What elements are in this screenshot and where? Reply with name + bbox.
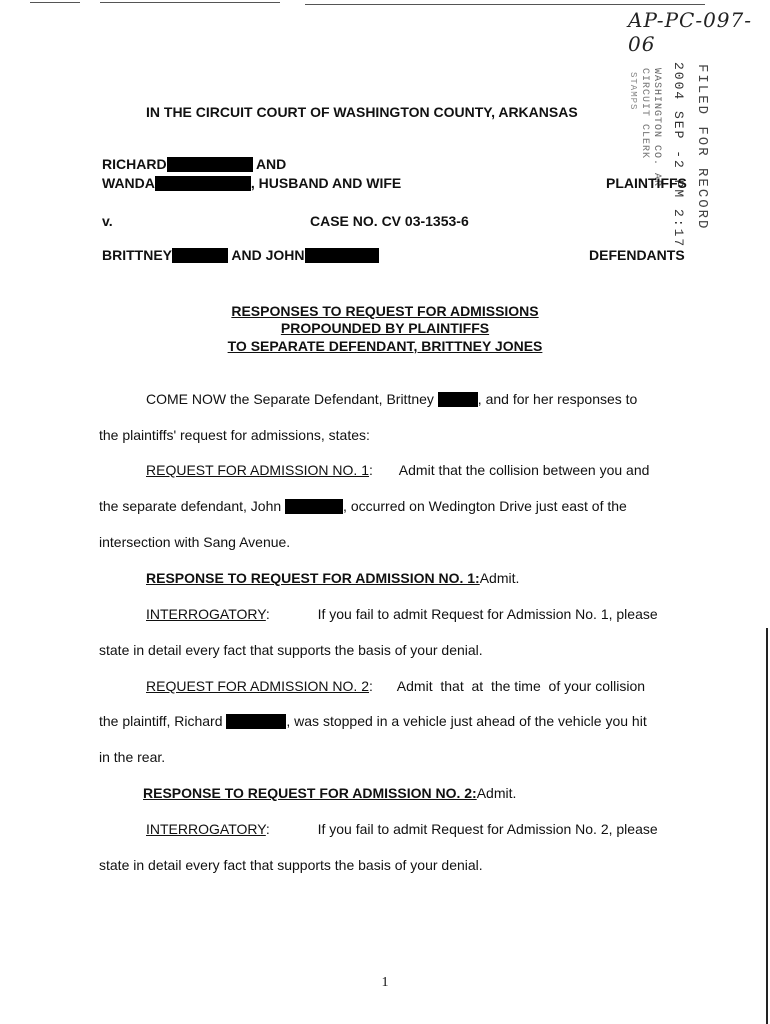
redaction-bar [172, 248, 228, 263]
defendants-line [102, 247, 379, 263]
stamp-line-date: 2004 SEP -2 PM 2:17 [671, 62, 686, 249]
request-2-text-a: Admit that at the time of your collision [396, 678, 646, 694]
plaintiff1-suffix: AND [255, 156, 287, 172]
response-2 [143, 785, 516, 801]
margin-rule [766, 628, 768, 1024]
request-1-line-1 [146, 462, 649, 478]
response-1-label: RESPONSE TO REQUEST FOR ADMISSION NO. 1: [146, 570, 480, 586]
request-1-text-b1: the separate defendant, John [99, 498, 282, 514]
handwritten-reference: AP-PC-097-06 [628, 8, 753, 56]
redaction-bar [305, 248, 379, 263]
request-2-line-1 [146, 678, 645, 694]
plaintiffs-label: PLAINTIFFS [606, 175, 687, 191]
plaintiff2-suffix: , HUSBAND AND WIFE [250, 175, 402, 191]
request-2-text-b1: the plaintiff, Richard [99, 713, 223, 729]
stamp-line-clerk: CIRCUIT CLERK [639, 68, 650, 160]
intro-text-b: , and for her responses to [477, 391, 638, 407]
response-1-text: Admit. [479, 570, 520, 586]
scan-artifact-line [305, 4, 705, 5]
interrogatory-2-line-2: state in detail every fact that supports the basis of your denial. [99, 857, 483, 873]
request-1-label: REQUEST FOR ADMISSION NO. 1 [146, 462, 370, 478]
interrogatory-1-label: INTERROGATORY [146, 606, 266, 622]
intro-text-a: COME NOW the Separate Defendant, Brittney [146, 391, 434, 407]
interrogatory-1-text-a: If you fail to admit Request for Admission No. 1, please [317, 606, 658, 622]
request-1-colon: : [369, 462, 373, 478]
stamp-line-county: WASHINGTON CO. AR [651, 68, 662, 188]
interrogatory-2-colon: : [265, 821, 270, 837]
request-2-line-3: in the rear. [99, 749, 166, 765]
request-2-label: REQUEST FOR ADMISSION NO. 2 [146, 678, 370, 694]
request-1-text-b2: , occurred on Wedington Drive just east of the [343, 498, 627, 514]
response-1 [146, 570, 519, 586]
versus: v. [102, 213, 113, 229]
plaintiff2-name: WANDA [102, 175, 155, 191]
scan-artifact-line [30, 2, 80, 3]
redaction-bar [226, 714, 286, 729]
request-1-line-3: intersection with Sang Avenue. [99, 534, 291, 550]
interrogatory-1-line-1 [146, 606, 658, 622]
plaintiff1-name: RICHARD [102, 156, 167, 172]
request-2-text-b2: , was stopped in a vehicle just ahead of the vehicle you hit [286, 713, 647, 729]
request-1-text-a: Admit that the collision between you and [398, 462, 650, 478]
plaintiff-line-1 [102, 156, 286, 172]
defendants-label: DEFENDANTS [589, 247, 685, 263]
title-line-1: RESPONSES TO REQUEST FOR ADMISSIONS [231, 303, 539, 319]
case-number: CASE NO. CV 03-1353-6 [310, 213, 469, 229]
defendant1-name: BRITTNEY [102, 247, 172, 263]
intro-line-1 [146, 391, 637, 407]
defendant-and: AND JOHN [231, 247, 305, 263]
intro-line-2: the plaintiffs' request for admissions, states: [99, 427, 370, 443]
request-1-line-2 [99, 498, 627, 514]
interrogatory-2-line-1 [146, 821, 658, 837]
request-2-colon: : [369, 678, 373, 694]
interrogatory-2-text-a: If you fail to admit Request for Admission No. 2, please [317, 821, 658, 837]
plaintiff-line-2 [102, 175, 401, 191]
title-line-3: TO SEPARATE DEFENDANT, BRITTNEY JONES [227, 338, 543, 354]
interrogatory-1-line-2: state in detail every fact that supports the basis of your denial. [99, 642, 483, 658]
redaction-bar [285, 499, 343, 514]
request-2-line-2 [99, 713, 647, 729]
redaction-bar [167, 157, 253, 172]
title-line-2: PROPOUNDED BY PLAINTIFFS [280, 320, 490, 336]
interrogatory-2-label: INTERROGATORY [146, 821, 266, 837]
response-2-text: Admit. [476, 785, 517, 801]
page-number: 1 [381, 975, 389, 990]
court-heading: IN THE CIRCUIT COURT OF WASHINGTON COUNTY, ARKANSAS [146, 104, 578, 120]
scan-artifact-line [100, 2, 280, 3]
stamp-line-extra: STAMPS [628, 72, 638, 111]
interrogatory-1-colon: : [265, 606, 270, 622]
response-2-label: RESPONSE TO REQUEST FOR ADMISSION NO. 2: [143, 785, 477, 801]
stamp-line-filed: FILED FOR RECORD [694, 64, 710, 231]
redaction-bar [438, 392, 478, 407]
redaction-bar [155, 176, 251, 191]
